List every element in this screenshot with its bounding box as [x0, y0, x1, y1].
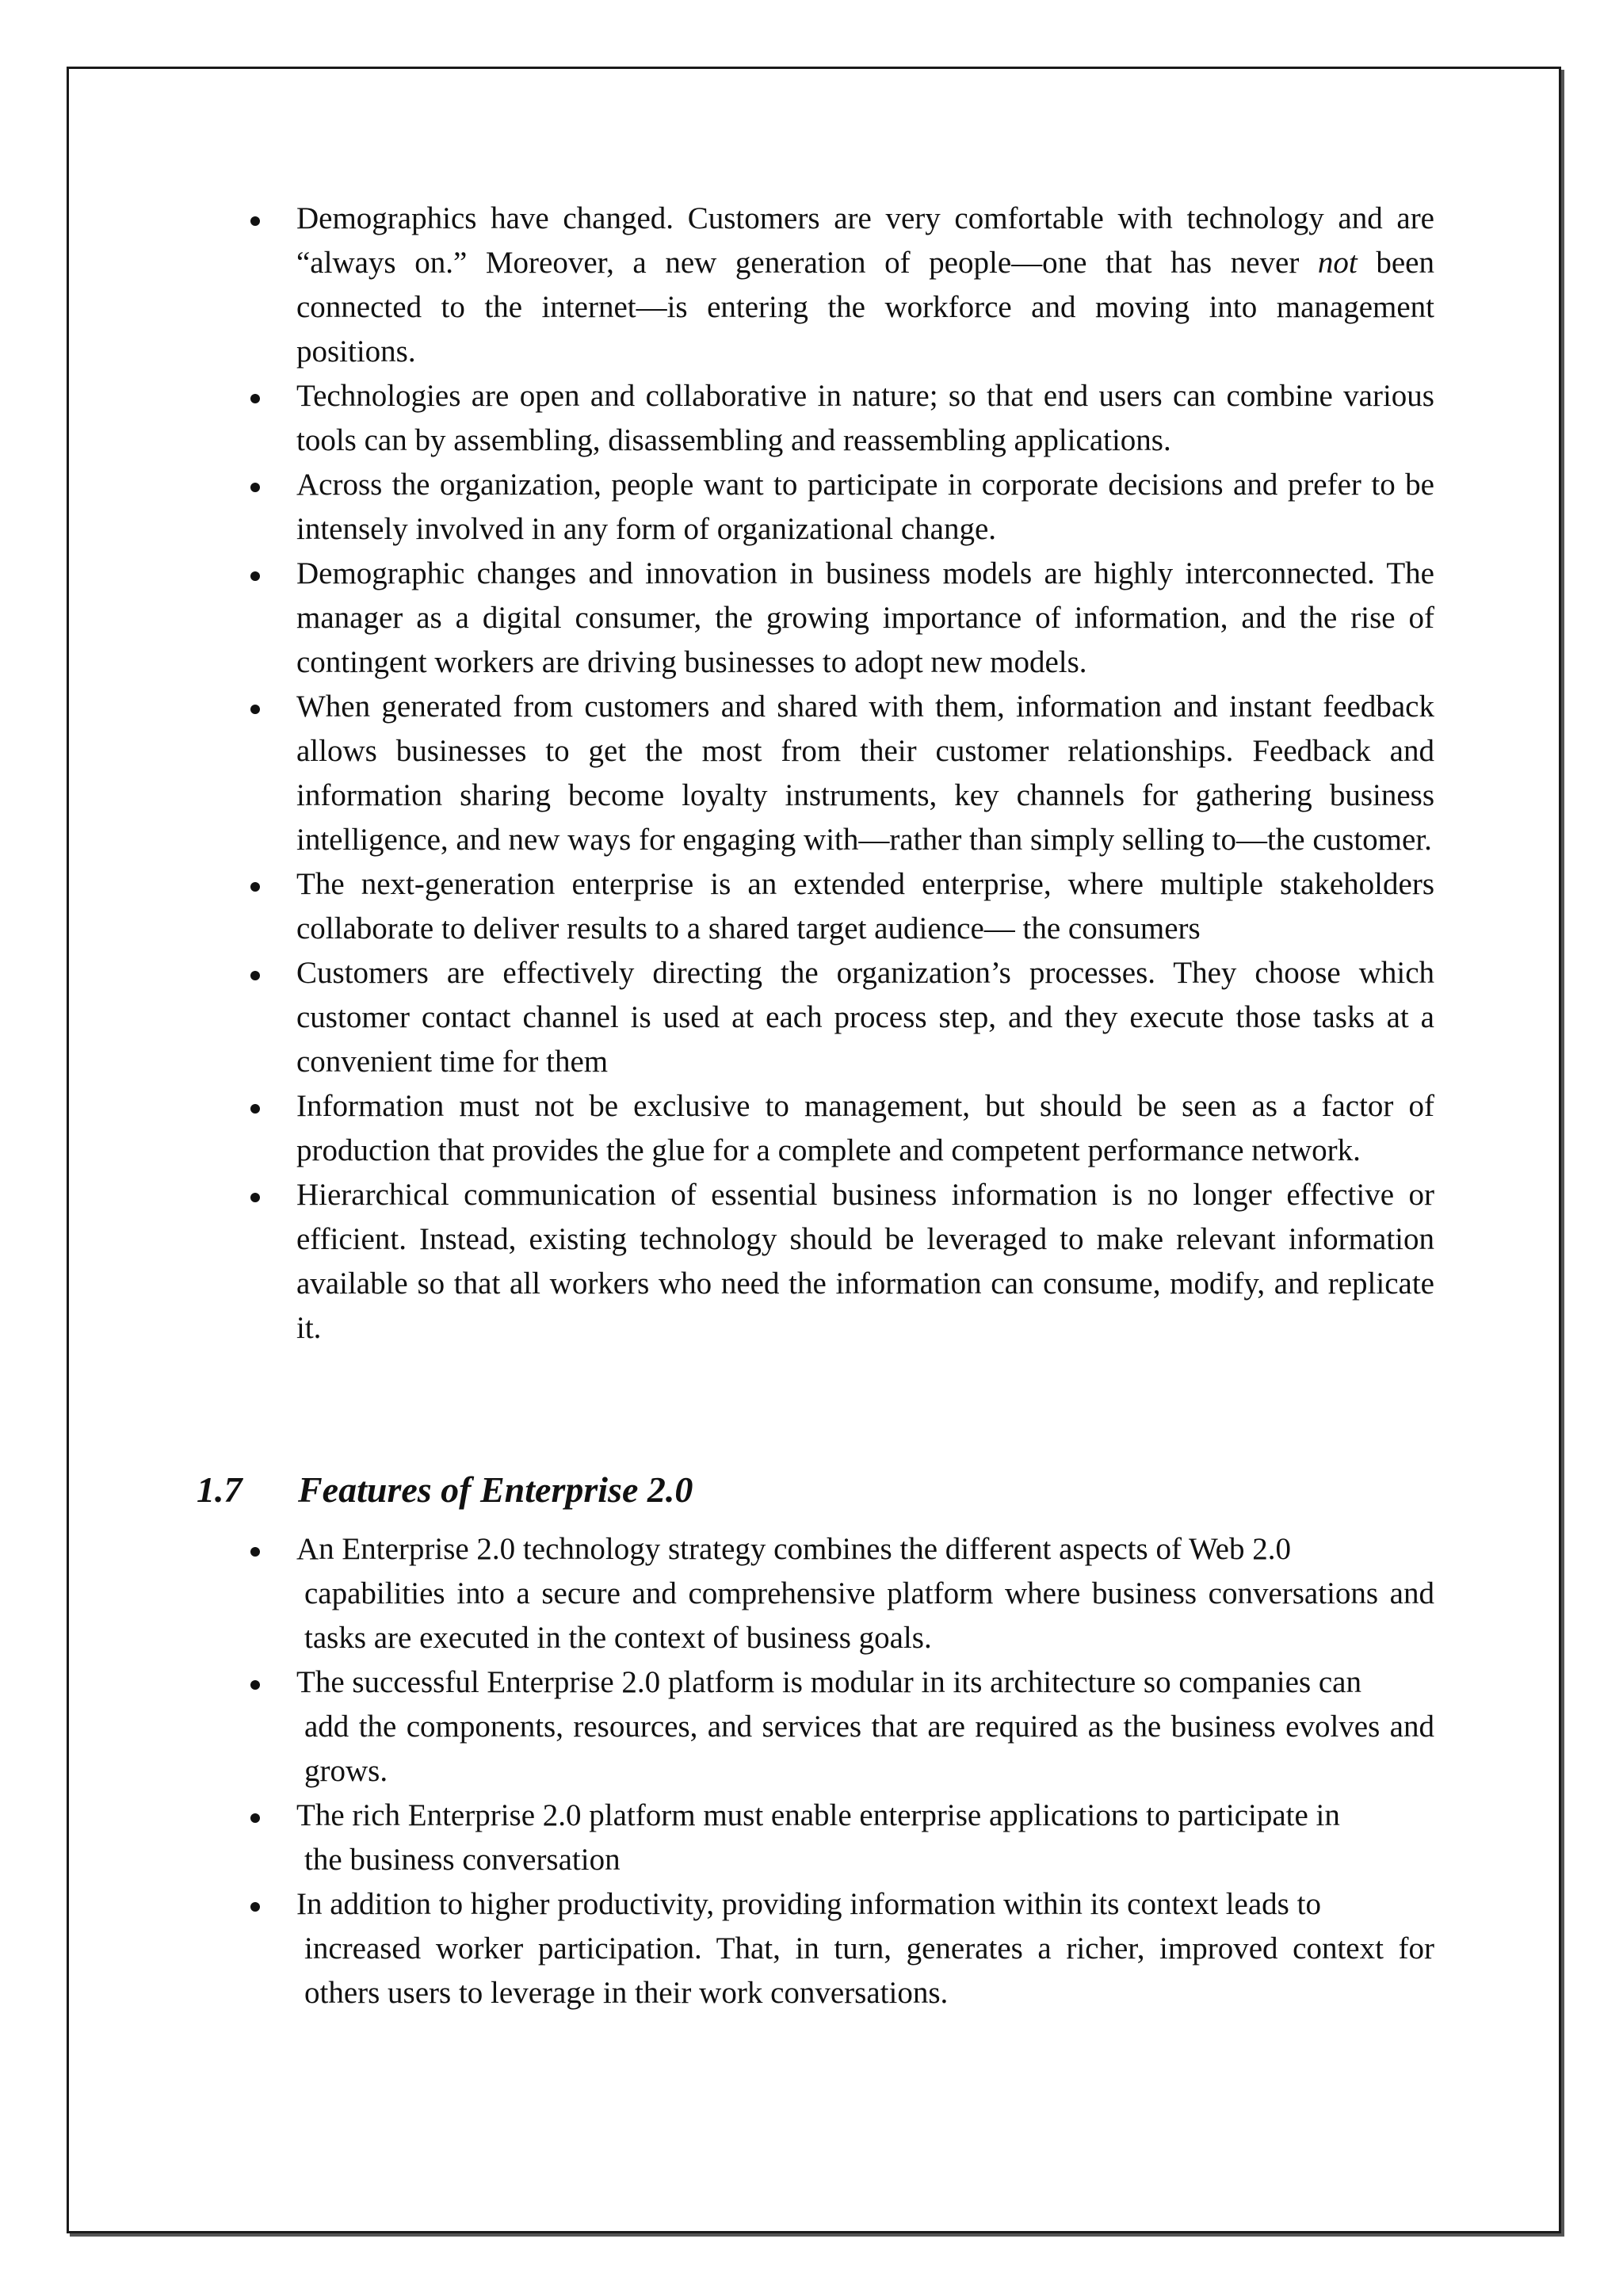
- bullet-icon: [250, 571, 260, 581]
- list-item: [238, 463, 1434, 552]
- list-item-continuation: capabilities into a secure and comprehensive platform where business conversations and tasks are executed in the context of business goals.: [304, 1576, 1434, 1655]
- list-item-text: Technologies are open and collaborative in nature; so that end users can combine various tools can by assembling, disassembling and reassembling applications.: [296, 379, 1434, 457]
- section-title: Features of Enterprise 2.0: [298, 1469, 693, 1510]
- emphasis-text: not: [1317, 246, 1358, 280]
- list-item: [238, 1660, 1434, 1794]
- list-item-continuation: add the components, resources, and services that are required as the business evolves and grows.: [304, 1710, 1434, 1788]
- bullet-list-section: [238, 1527, 1434, 2015]
- list-item: [238, 552, 1434, 685]
- bullet-icon: [250, 394, 260, 403]
- list-item: [238, 1527, 1434, 1660]
- list-item: [238, 1173, 1434, 1350]
- bullet-icon: [250, 216, 260, 226]
- list-item-text: Across the organization, people want to participate in corporate decisions and prefer to be intensely involved in any form of organizational change.: [296, 468, 1434, 546]
- list-item-first-line: In addition to higher productivity, providing information within its context leads to: [296, 1887, 1321, 1921]
- list-item: [238, 374, 1434, 463]
- bullet-icon: [250, 971, 260, 980]
- bullet-icon: [250, 483, 260, 492]
- list-item-continuation: the business conversation: [304, 1843, 621, 1877]
- list-item-text: Demographic changes and innovation in business models are highly interconnected. The manager as a digital consumer, the growing importance of information, and the rise of contingent workers are driving businesses to adopt new models.: [296, 556, 1434, 679]
- list-item: [238, 951, 1434, 1084]
- list-item-first-line: An Enterprise 2.0 technology strategy combines the different aspects of Web 2.0: [296, 1532, 1291, 1566]
- bullet-icon: [250, 882, 260, 892]
- list-item: [238, 1882, 1434, 2015]
- bullet-icon: [250, 705, 260, 714]
- list-item-continuation: increased worker participation. That, in turn, generates a richer, improved context for others users to leverage in their work conversations.: [304, 1931, 1434, 2010]
- list-item-first-line: The successful Enterprise 2.0 platform is modular in its architecture so companies can: [296, 1665, 1361, 1699]
- list-item: [238, 685, 1434, 862]
- bullet-icon: [250, 1902, 260, 1912]
- list-item-text: The next-generation enterprise is an extended enterprise, where multiple stakeholders collaborate to deliver results to a shared target audience— the consumers: [296, 867, 1434, 946]
- list-item: [238, 1794, 1434, 1882]
- list-item-text: Customers are effectively directing the organization’s processes. They choose which customer contact channel is used at each process step, and they execute those tasks at a convenient time for them: [296, 956, 1434, 1079]
- bullet-icon: [250, 1680, 260, 1690]
- section-number: 1.7: [197, 1469, 242, 1510]
- list-item-text: Information must not be exclusive to management, but should be seen as a factor of production that provides the glue for a complete and competent performance network.: [296, 1089, 1434, 1167]
- bullet-icon: [250, 1547, 260, 1557]
- list-item-text: Demographics have changed. Customers are very comfortable with technology and are “always on.” Moreover, a new generation of people—one that has never: [296, 201, 1434, 280]
- list-item-text: When generated from customers and shared with them, information and instant feedback allows businesses to get the most from their customer relationships. Feedback and information sharing become loyalty instruments, key channels for gathering business intelligence, and new ways for engaging with—rather than simply selling to—the customer.: [296, 690, 1434, 857]
- list-item: [238, 862, 1434, 951]
- bullet-list-top: [238, 197, 1434, 1350]
- list-item-text: Hierarchical communication of essential business information is no longer effective or efficient. Instead, existing technology should be leveraged to make relevant information available so that all workers who need the information can consume, modify, and replicate it.: [296, 1178, 1434, 1345]
- list-item-first-line: The rich Enterprise 2.0 platform must enable enterprise applications to participate in: [296, 1798, 1340, 1832]
- list-item: [238, 197, 1434, 374]
- section-heading: [197, 1466, 693, 1514]
- bullet-icon: [250, 1104, 260, 1114]
- list-item: [238, 1084, 1434, 1173]
- bullet-icon: [250, 1813, 260, 1823]
- bullet-icon: [250, 1193, 260, 1202]
- list-item-text: been connected to the internet—is entering the workforce and moving into management positions.: [296, 246, 1434, 369]
